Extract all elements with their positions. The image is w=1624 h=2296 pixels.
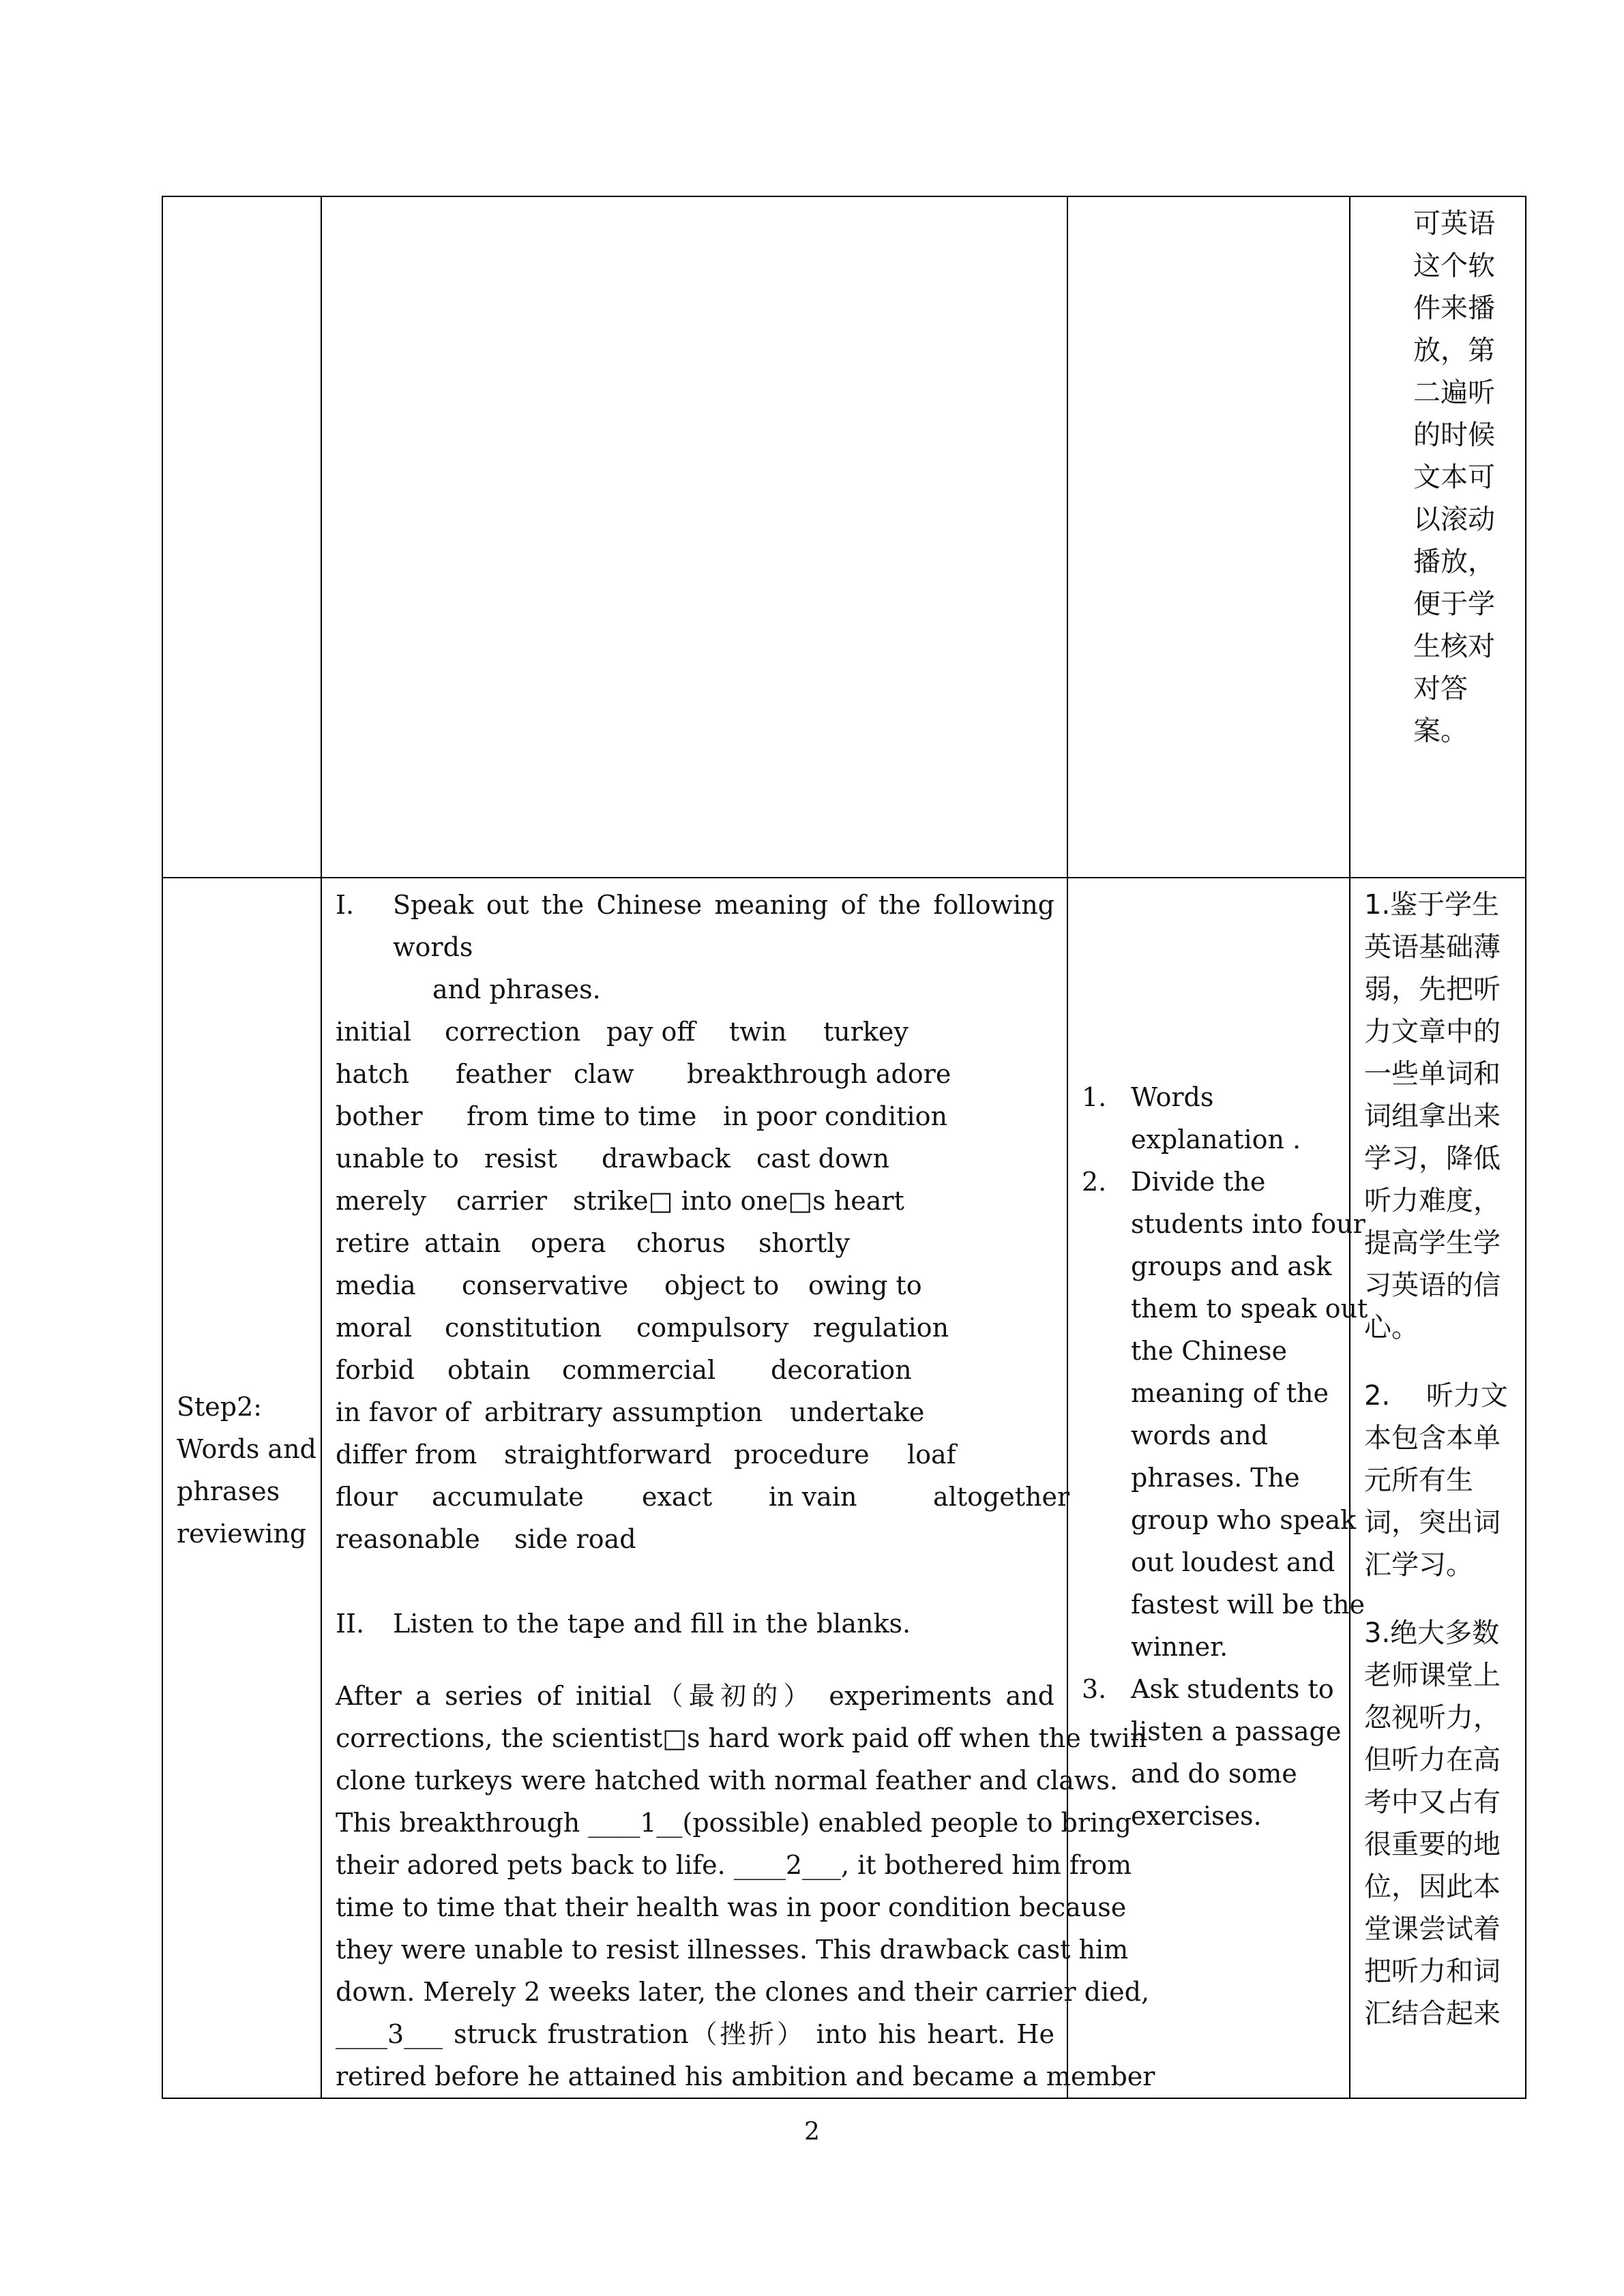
word-row [336, 1137, 1054, 1180]
word-list [336, 1011, 1070, 1560]
design-note-cell [1350, 196, 1526, 878]
content-cell [321, 878, 1155, 2098]
word-row [336, 1011, 1054, 1053]
note-line: 便于学 [1413, 588, 1495, 620]
note-line: 2. 听力文 [1364, 1380, 1508, 1412]
activity-item [1082, 1161, 1368, 1668]
note-line: 二遍听 [1413, 377, 1495, 408]
activity-list [1068, 878, 1368, 1837]
note-line: 听力难度， [1364, 1185, 1501, 1217]
note-line: 汇学习。 [1364, 1549, 1473, 1581]
word-row [336, 1433, 1054, 1476]
word-item: straightforward [504, 1440, 712, 1470]
note-line: 可英语 [1413, 208, 1495, 239]
design-note-2 [1364, 1375, 1517, 1586]
part-one-title-line2: and phrases. [432, 974, 601, 1004]
word-item: procedure [734, 1440, 870, 1470]
step-cell-empty [162, 196, 321, 878]
word-row [336, 1180, 1054, 1222]
passage-line: ____3___ struck frustration（挫折） into his heart. He [336, 2019, 1054, 2049]
activity-line: the Chinese [1131, 1336, 1287, 1366]
step-label [177, 1386, 316, 1555]
content-cell-empty [321, 196, 1067, 878]
word-item: attain [424, 1228, 501, 1258]
lesson-plan-table [162, 196, 1526, 2099]
word-item: media [336, 1270, 416, 1300]
passage-line: retired before he attained his ambition and became a member [336, 2061, 1155, 2091]
note-line: 把听力和词 [1364, 1956, 1501, 1987]
note-line: 很重要的地 [1364, 1829, 1501, 1860]
note-line: 位，因此本 [1364, 1871, 1501, 1903]
activity-line: group who speak [1131, 1505, 1357, 1535]
activity-line: exercises. [1131, 1801, 1262, 1831]
activity-line: Words [1131, 1082, 1214, 1112]
step2-row [162, 878, 1526, 2098]
word-item: commercial [562, 1355, 716, 1385]
note-line: 堂课尝试着 [1364, 1913, 1501, 1945]
note-line: 汇结合起来 [1364, 1998, 1501, 2029]
word-item: pay off [606, 1017, 696, 1047]
design-note-continued [1413, 203, 1514, 752]
page-number: 2 [804, 2118, 820, 2146]
note-line: 对答 [1413, 673, 1468, 704]
note-line: 词组拿出来 [1364, 1101, 1501, 1132]
word-item: breakthrough adore [687, 1059, 951, 1089]
activity-line: winner. [1131, 1632, 1228, 1662]
design-note-1 [1364, 884, 1517, 1349]
note-line: 本包含本单 [1364, 1422, 1501, 1454]
part-two-number: II. [336, 1609, 365, 1639]
note-line: 案。 [1413, 715, 1468, 747]
word-row [336, 1349, 1054, 1391]
passage-line: corrections, the scientist□s hard work paid off when the twin [336, 1723, 1147, 1753]
activity-line: fastest will be the [1131, 1590, 1365, 1620]
note-line: 1.鉴于学生 [1364, 889, 1500, 921]
word-item: claw [574, 1059, 634, 1089]
note-line: 忽视听力， [1364, 1702, 1501, 1733]
note-line: 生核对 [1413, 631, 1495, 662]
passage-line: their adored pets back to life. ____2___, it bothered him from [336, 1850, 1132, 1880]
word-item: reasonable [336, 1524, 480, 1554]
note-line: 弱，先把听 [1364, 974, 1501, 1005]
word-item: altogether [933, 1482, 1070, 1512]
word-item: in favor of [336, 1397, 470, 1427]
word-item: differ from [336, 1440, 477, 1470]
note-line: 词，突出词 [1364, 1507, 1501, 1538]
note-line: 力文章中的 [1364, 1016, 1501, 1047]
word-row [336, 1222, 1054, 1264]
word-item: undertake [790, 1397, 925, 1427]
passage-line: After a series of initial（最初的） experiments and [336, 1681, 1054, 1711]
word-item: carrier [456, 1186, 548, 1216]
word-item: opera [531, 1228, 606, 1258]
word-item: resist [484, 1144, 558, 1174]
activity-number: 1. [1082, 1082, 1107, 1112]
word-item: assumption [612, 1397, 763, 1427]
word-item: from time to time [467, 1101, 697, 1131]
activity-line: explanation . [1131, 1124, 1301, 1154]
passage-line: clone turkeys were hatched with normal feather and claws. [336, 1765, 1118, 1795]
activity-line: words and [1131, 1420, 1268, 1450]
word-row [336, 1307, 1054, 1349]
word-item: in poor condition [723, 1101, 947, 1131]
activity-item [1082, 1668, 1349, 1837]
word-item: merely [336, 1186, 426, 1216]
word-item: owing to [808, 1270, 922, 1300]
word-item: arbitrary [484, 1397, 603, 1427]
word-row [336, 1391, 1054, 1433]
note-line: 一些单词和 [1364, 1058, 1501, 1090]
activity-line: Ask students to [1131, 1674, 1334, 1704]
word-item: conservative [462, 1270, 629, 1300]
design-note-cell [1350, 878, 1526, 2098]
cloze-passage [336, 1675, 1155, 2098]
activity-line: and do some [1131, 1759, 1297, 1789]
note-line: 元所有生 [1364, 1465, 1473, 1496]
word-row [336, 1476, 1070, 1518]
passage-line: This breakthrough ____1__(possible) enabled people to bring [336, 1808, 1132, 1838]
passage-line: down. Merely 2 weeks later, the clones and their carrier died, [336, 1977, 1150, 2007]
note-line: 提高学生学 [1364, 1227, 1501, 1259]
continuation-row [162, 196, 1526, 878]
activity-line: meaning of the [1131, 1378, 1329, 1408]
word-item: retire [336, 1228, 410, 1258]
word-item: obtain [447, 1355, 531, 1385]
note-line: 件来播 [1413, 293, 1495, 324]
word-item: strike□ into one□s heart [573, 1186, 904, 1216]
word-item: hatch [336, 1059, 410, 1089]
passage-line: they were unable to resist illnesses. This drawback cast him [336, 1935, 1129, 1965]
part-one-heading [336, 884, 1054, 1011]
step-cell [162, 878, 321, 2098]
word-row [336, 1264, 1054, 1307]
word-item: turkey [823, 1017, 909, 1047]
activity-number: 3. [1082, 1674, 1107, 1704]
step-label-line: reviewing [177, 1519, 307, 1549]
word-item: object to [664, 1270, 780, 1300]
note-line: 这个软 [1413, 250, 1495, 282]
word-item: compulsory [636, 1313, 789, 1343]
word-item: feather [456, 1059, 551, 1089]
activity-line: listen a passage [1131, 1716, 1342, 1746]
word-item: correction [445, 1017, 581, 1047]
word-item: exact [642, 1482, 713, 1512]
activity-line: phrases. The [1131, 1463, 1300, 1493]
activity-line: out loudest and [1131, 1547, 1335, 1577]
word-item: constitution [445, 1313, 602, 1343]
part-one-number: I. [336, 890, 355, 920]
note-line: 但听力在高 [1364, 1744, 1501, 1776]
activity-line: groups and ask [1131, 1251, 1332, 1281]
word-item: side road [514, 1524, 636, 1554]
word-item: chorus [636, 1228, 726, 1258]
word-row [336, 1095, 1054, 1137]
design-note-3 [1364, 1612, 1517, 2035]
word-item: shortly [758, 1228, 850, 1258]
word-item: moral [336, 1313, 412, 1343]
note-line: 英语基础薄 [1364, 931, 1501, 963]
word-item: unable to [336, 1144, 459, 1174]
note-line: 学习，降低 [1364, 1143, 1501, 1174]
word-item: twin [729, 1017, 787, 1047]
passage-line: time to time that their health was in poor condition because [336, 1892, 1127, 1922]
word-item: forbid [336, 1355, 415, 1385]
activity-line: Divide the [1131, 1167, 1266, 1197]
design-notes [1364, 884, 1517, 2035]
note-line: 的时候 [1413, 419, 1495, 451]
note-line: 文本可 [1413, 462, 1495, 493]
part-two-title: Listen to the tape and fill in the blanks. [393, 1609, 911, 1639]
step-label-line: Words and [177, 1434, 316, 1464]
part-two-heading [336, 1602, 1054, 1645]
word-item: bother [336, 1101, 423, 1131]
word-item: accumulate [432, 1482, 584, 1512]
step-label-line: Step2: [177, 1392, 263, 1422]
note-line: 习英语的信 [1364, 1270, 1501, 1301]
activity-item [1082, 1076, 1349, 1161]
note-line: 3.绝大多数 [1364, 1617, 1500, 1649]
word-row [336, 1518, 1054, 1560]
word-item: flour [336, 1482, 398, 1512]
note-line: 心。 [1364, 1312, 1419, 1343]
word-item: decoration [771, 1355, 912, 1385]
part-one-title-line1: Speak out the Chinese meaning of the following words [393, 890, 1054, 962]
activity-line: students into four [1131, 1209, 1365, 1239]
activity-cell-empty [1067, 196, 1350, 878]
note-line: 考中又占有 [1364, 1787, 1501, 1818]
step-label-line: phrases [177, 1476, 280, 1506]
note-line: 以滚动 [1413, 504, 1495, 535]
word-item: loaf [907, 1440, 956, 1470]
word-item: drawback [602, 1144, 730, 1174]
word-item: regulation [813, 1313, 949, 1343]
activity-line: them to speak out [1131, 1294, 1368, 1324]
word-row [336, 1053, 1054, 1095]
note-line: 播放， [1413, 546, 1495, 578]
word-item: in vain [769, 1482, 857, 1512]
word-item: initial [336, 1017, 412, 1047]
activity-number: 2. [1082, 1167, 1107, 1197]
note-line: 老师课堂上 [1364, 1660, 1501, 1691]
note-line: 放，第 [1413, 335, 1495, 366]
word-item: cast down [756, 1144, 889, 1174]
